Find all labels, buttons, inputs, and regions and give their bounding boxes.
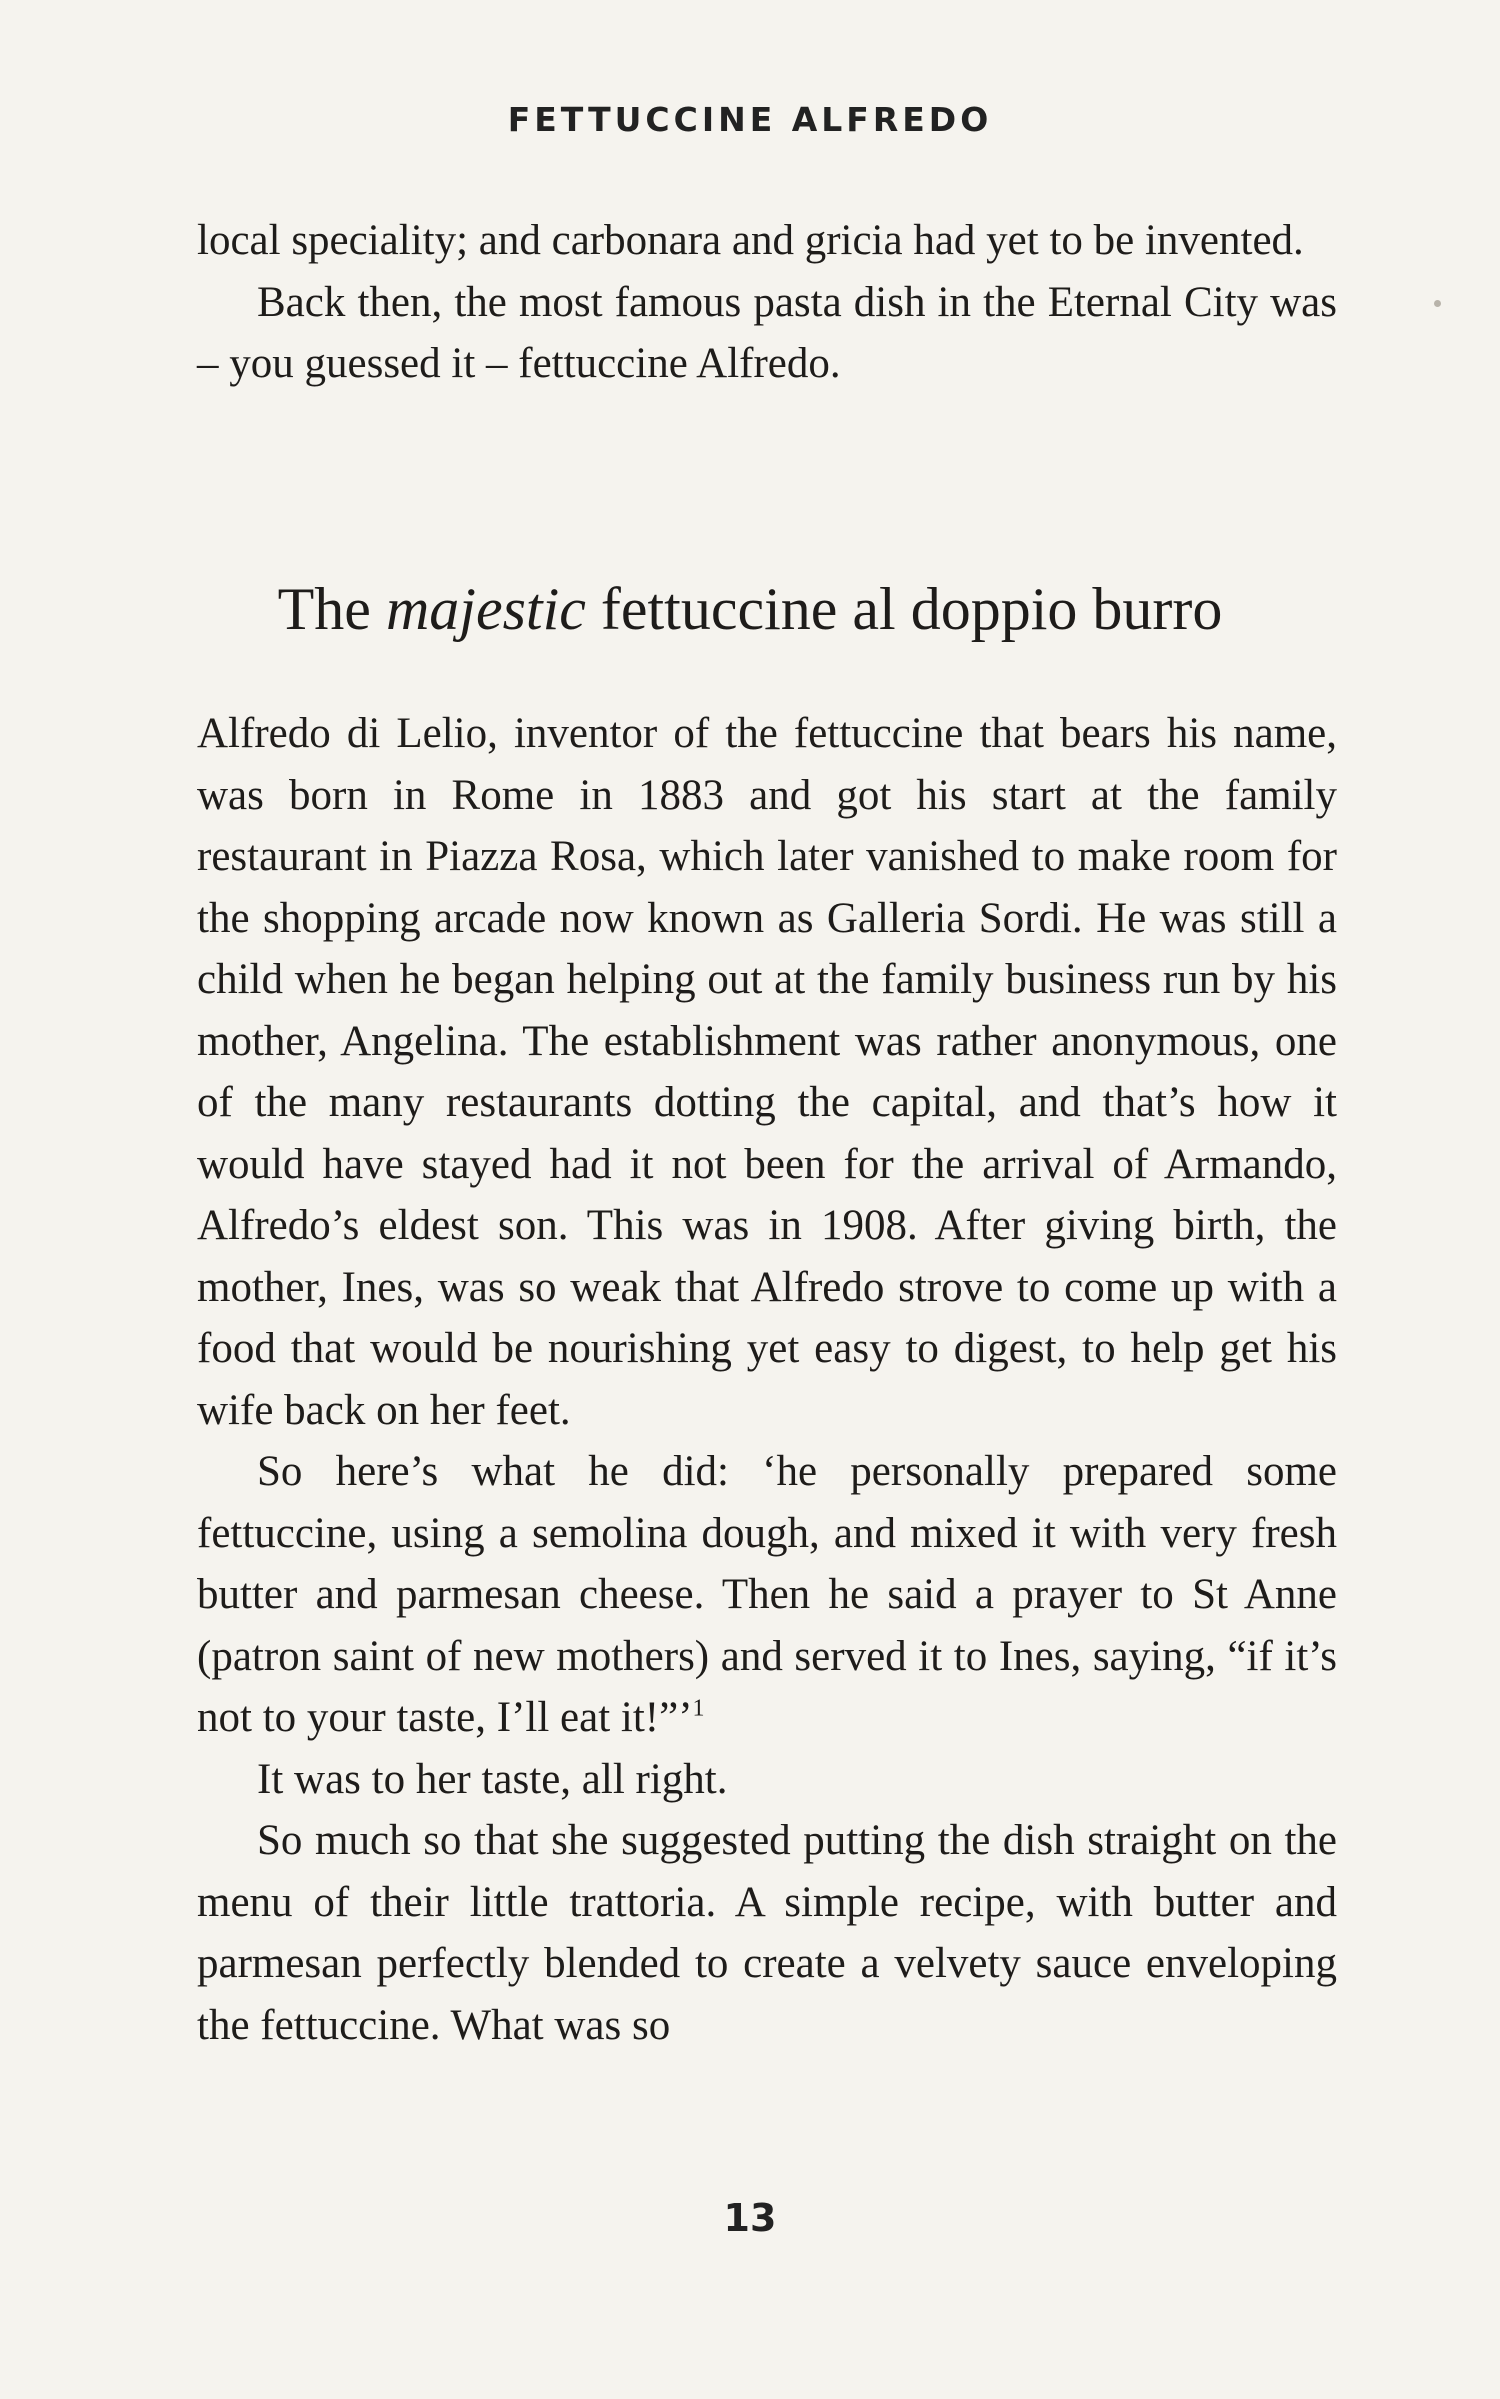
intro-paragraph: Back then, the most famous pasta dish in the Eternal City was – you guessed it – fettuccine Alfredo. [197,278,1337,387]
print-speck [1434,300,1441,307]
intro-text [197,210,1337,395]
main-paragraph-2 [197,1441,1337,1749]
intro-paragraph-continued: local speciality; and carbonara and gricia had yet to be invented. [197,217,1304,264]
quote-text: So here’s what he did: ‘he personally prepared some fettuccine, using a semolina dough, and mixed it with very fresh butter and parmesan cheese. Then he said a prayer to St Anne (patron saint of new mothers) and served it to Ines, saying, “if it’s not to your taste, I’ll eat it!”’ [197,1448,1337,1741]
section-heading-lead: The [277,576,386,642]
main-text [197,703,1337,2056]
section-heading-italic: majestic [385,576,586,642]
running-head: FETTUCCINE ALFREDO [507,100,993,139]
section-heading-rest: fettuccine al doppio burro [585,576,1223,642]
main-paragraph-4: So much so that she suggested putting the dish straight on the menu of their little trattoria. A simple recipe, with butter and parmesan perfectly blended to create a velvety sauce enveloping the fettuccine. What was so [197,1817,1337,2049]
page-number: 13 [723,2196,777,2240]
section-heading [0,572,1500,646]
main-paragraph-3: It was to her taste, all right. [257,1755,728,1803]
main-paragraph-1: Alfredo di Lelio, inventor of the fettuccine that bears his name, was born in Rome in 1883 and got his start at the family restaurant in Piazza Rosa, which later vanished to make room for the shopping arcade now known as Galleria Sordi. He was still a child when he began helping out at the family business run by his mother, Angelina. The establishment was rather anonymous, one of the many restaurants dotting the capital, and that’s how it would have stayed had it not been for the arrival of Armando, Alfredo’s eldest son. This was in 1908. After giving birth, the mother, Ines, was so weak that Alfredo strove to come up with a food that would be nourishing yet easy to digest, to help get his wife back on her feet. [197,710,1337,1434]
footnote-reference[interactable]: 1 [692,1695,705,1722]
